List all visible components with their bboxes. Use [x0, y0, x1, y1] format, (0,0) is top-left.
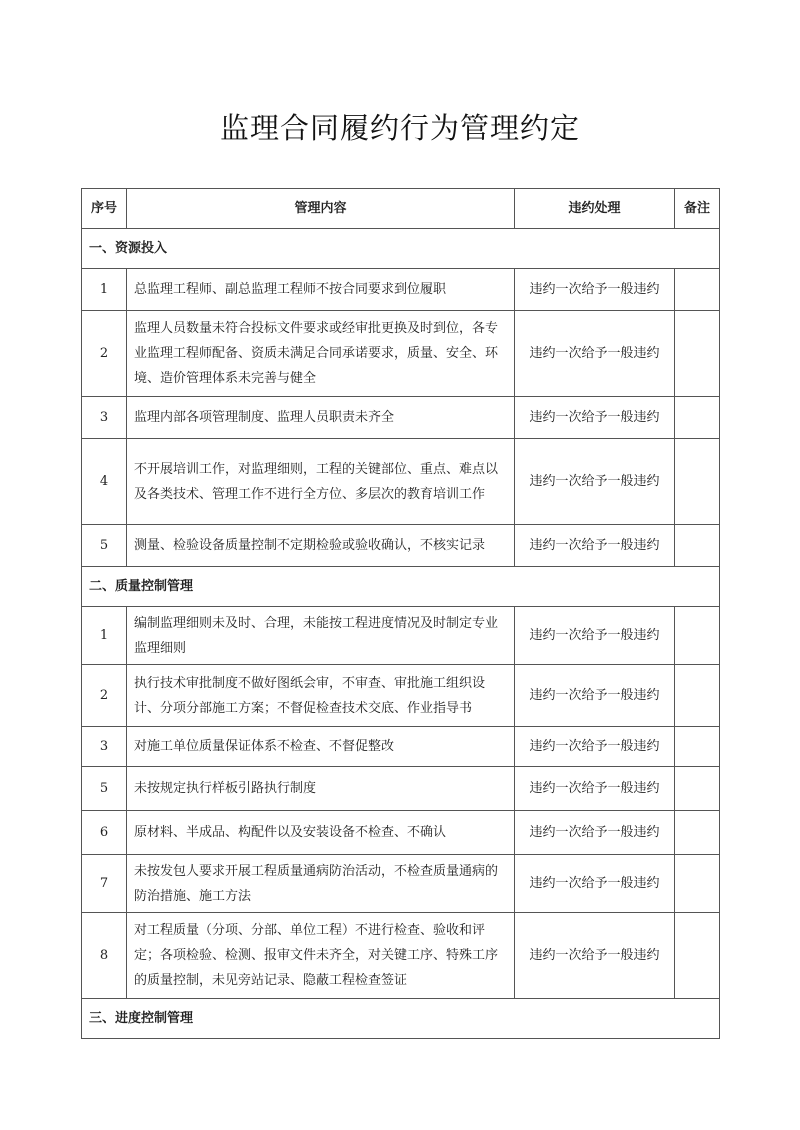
row-number: 5 — [82, 767, 127, 811]
row-content: 执行技术审批制度不做好图纸会审，不审查、审批施工组织设计、分项分部施工方案；不督促检查技术交底、作业指导书 — [127, 665, 515, 727]
table-row — [82, 607, 720, 665]
row-remark — [675, 811, 720, 855]
row-remark — [675, 397, 720, 439]
row-penalty: 违约一次给予一般违约 — [515, 397, 675, 439]
row-number: 5 — [82, 525, 127, 567]
header-content: 管理内容 — [127, 189, 515, 229]
row-content: 对工程质量（分项、分部、单位工程）不进行检查、验收和评定；各项检验、检测、报审文件未齐全，对关键工序、特殊工序的质量控制，未见旁站记录、隐蔽工程检查签证 — [127, 913, 515, 999]
table-row — [82, 311, 720, 397]
row-remark — [675, 665, 720, 727]
row-remark — [675, 913, 720, 999]
table-row — [82, 397, 720, 439]
row-number: 1 — [82, 607, 127, 665]
section-title: 一、资源投入 — [82, 229, 720, 269]
row-number: 6 — [82, 811, 127, 855]
row-content: 未按规定执行样板引路执行制度 — [127, 767, 515, 811]
row-penalty: 违约一次给予一般违约 — [515, 269, 675, 311]
page-title: 监理合同履约行为管理约定 — [219, 111, 580, 145]
row-content: 测量、检验设备质量控制不定期检验或验收确认，不核实记录 — [127, 525, 515, 567]
row-penalty: 违约一次给予一般违约 — [515, 767, 675, 811]
table-row — [82, 269, 720, 311]
row-penalty: 违约一次给予一般违约 — [515, 913, 675, 999]
row-number: 3 — [82, 397, 127, 439]
table-row — [82, 439, 720, 525]
row-penalty: 违约一次给予一般违约 — [515, 665, 675, 727]
table-row — [82, 811, 720, 855]
row-content: 监理人员数量未符合投标文件要求或经审批更换及时到位，各专业监理工程师配备、资质未满足合同承诺要求，质量、安全、环境、造价管理体系未完善与健全 — [127, 311, 515, 397]
row-number: 3 — [82, 727, 127, 767]
table-row — [82, 767, 720, 811]
section-row — [82, 229, 720, 269]
row-penalty: 违约一次给予一般违约 — [515, 525, 675, 567]
row-content: 原材料、半成品、构配件以及安装设备不检查、不确认 — [127, 811, 515, 855]
row-penalty: 违约一次给予一般违约 — [515, 311, 675, 397]
section-title: 三、进度控制管理 — [82, 999, 720, 1039]
row-content: 未按发包人要求开展工程质量通病防治活动，不检查质量通病的防治措施、施工方法 — [127, 855, 515, 913]
row-number: 2 — [82, 665, 127, 727]
table-row — [82, 665, 720, 727]
row-remark — [675, 269, 720, 311]
header-penalty: 违约处理 — [515, 189, 675, 229]
row-number: 1 — [82, 269, 127, 311]
row-penalty: 违约一次给予一般违约 — [515, 727, 675, 767]
table-row — [82, 855, 720, 913]
row-content: 监理内部各项管理制度、监理人员职责未齐全 — [127, 397, 515, 439]
table-row — [82, 913, 720, 999]
row-remark — [675, 855, 720, 913]
table-row — [82, 525, 720, 567]
row-penalty: 违约一次给予一般违约 — [515, 811, 675, 855]
row-penalty: 违约一次给予一般违约 — [515, 855, 675, 913]
header-remark: 备注 — [675, 189, 720, 229]
row-content: 总监理工程师、副总监理工程师不按合同要求到位履职 — [127, 269, 515, 311]
row-penalty: 违约一次给予一般违约 — [515, 607, 675, 665]
row-remark — [675, 727, 720, 767]
table-header-row — [82, 189, 720, 229]
row-number: 8 — [82, 913, 127, 999]
row-penalty: 违约一次给予一般违约 — [515, 439, 675, 525]
section-row — [82, 999, 720, 1039]
row-number: 4 — [82, 439, 127, 525]
row-remark — [675, 439, 720, 525]
row-remark — [675, 607, 720, 665]
row-content: 不开展培训工作，对监理细则，工程的关键部位、重点、难点以及各类技术、管理工作不进行全方位、多层次的教育培训工作 — [127, 439, 515, 525]
header-seq: 序号 — [82, 189, 127, 229]
section-title: 二、质量控制管理 — [82, 567, 720, 607]
row-remark — [675, 767, 720, 811]
row-remark — [675, 311, 720, 397]
row-content: 对施工单位质量保证体系不检查、不督促整改 — [127, 727, 515, 767]
row-number: 7 — [82, 855, 127, 913]
row-remark — [675, 525, 720, 567]
table-row — [82, 727, 720, 767]
section-row — [82, 567, 720, 607]
contract-table — [81, 188, 720, 1039]
row-number: 2 — [82, 311, 127, 397]
row-content: 编制监理细则未及时、合理，未能按工程进度情况及时制定专业监理细则 — [127, 607, 515, 665]
